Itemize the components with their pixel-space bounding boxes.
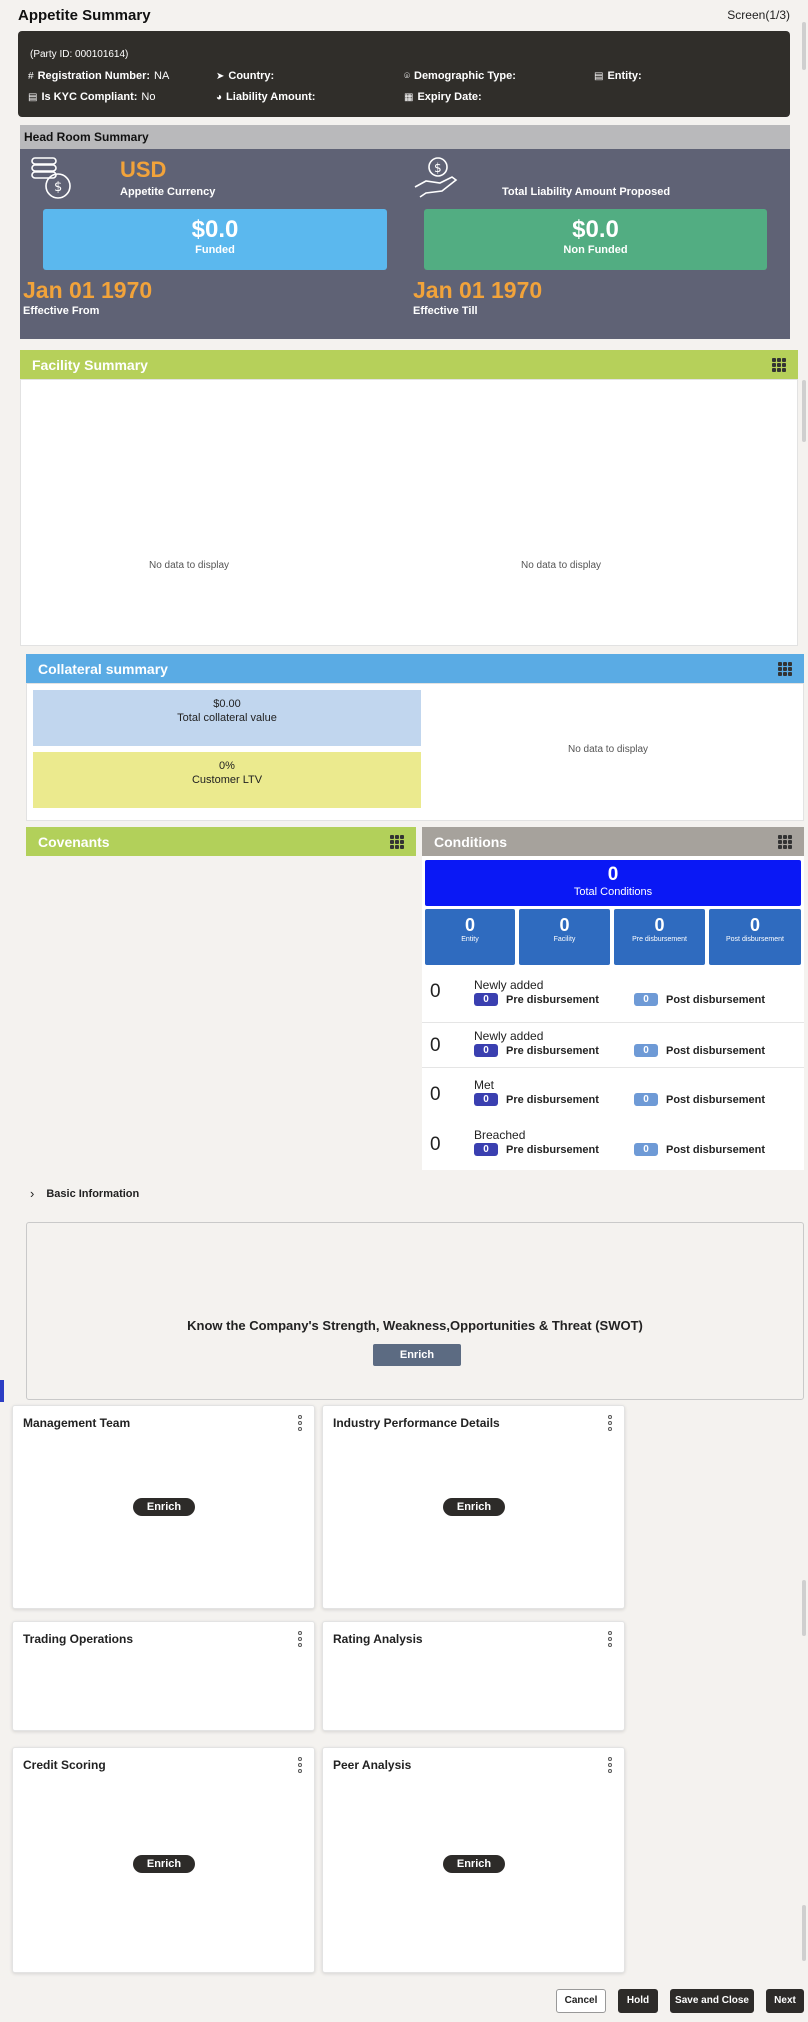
facility-summary-body (20, 379, 798, 646)
grid-menu-icon[interactable] (390, 835, 404, 849)
kebab-menu-icon[interactable] (608, 1631, 612, 1647)
funded-card (43, 209, 387, 270)
swot-enrich-button[interactable]: Enrich (373, 1344, 461, 1366)
total-collateral-value: $0.00 (213, 698, 241, 710)
peer-analysis-title: Peer Analysis (333, 1758, 412, 1772)
management-team-card (12, 1405, 315, 1609)
condition-row: 0 Newly added 0 Pre disbursement 0 Post disbursement (422, 1022, 804, 1068)
swot-text: Know the Company's Strength, Weakness,Opportunities & Threat (SWOT) (187, 1318, 643, 1333)
grid-menu-icon[interactable] (778, 662, 792, 676)
headroom-header: Head Room Summary (20, 125, 790, 149)
total-conditions-label: Total Conditions (573, 886, 653, 898)
entity-icon: ▤ (594, 70, 604, 82)
management-enrich-button[interactable]: Enrich (133, 1498, 195, 1516)
basic-information-toggle[interactable] (30, 1186, 139, 1201)
conditions-post-disbursement-card: 0 Post disbursement (709, 909, 801, 965)
funded-amount: $0.0 (191, 216, 239, 243)
nonfunded-label: Non Funded (563, 244, 628, 256)
facility-nodata-right: No data to display (521, 560, 602, 571)
total-conditions-card (425, 860, 801, 906)
grid-menu-icon[interactable] (772, 358, 786, 372)
hand-dollar-icon (412, 155, 462, 206)
total-collateral-card (33, 690, 421, 746)
covenants-title: Covenants (38, 833, 110, 850)
conditions-facility-card: 0 Facility (519, 909, 610, 965)
pre-count-pill: 0 (474, 1143, 498, 1156)
trading-operations-title: Trading Operations (23, 1632, 134, 1646)
edge-marker (0, 1380, 4, 1402)
effective-from-label: Effective From (23, 305, 100, 317)
kebab-menu-icon[interactable] (298, 1415, 302, 1431)
pre-count-pill: 0 (474, 1044, 498, 1057)
effective-till-label: Effective Till (413, 305, 478, 317)
scrollbar-thumb-2[interactable] (802, 380, 806, 442)
kebab-menu-icon[interactable] (608, 1757, 612, 1773)
appetite-currency-code: USD (120, 157, 167, 182)
navigation-icon: ➤ (216, 70, 225, 82)
scrollbar-thumb-4[interactable] (802, 1905, 806, 1961)
conditions-title: Conditions (434, 833, 508, 850)
liability-field: ◕ Liability Amount: (216, 91, 316, 103)
save-and-close-button[interactable]: Save and Close (670, 1989, 754, 2013)
coins-dollar-icon (28, 155, 76, 206)
hash-icon: # (28, 70, 34, 82)
coins-icon: ◕ (216, 91, 223, 103)
total-collateral-label: Total collateral value (177, 712, 277, 724)
headroom-body (20, 149, 790, 339)
post-count-pill: 0 (634, 993, 658, 1006)
country-field: ➤ Country: (216, 70, 275, 82)
facility-nodata-left: No data to display (149, 560, 230, 571)
total-liability-label: Total Liability Amount Proposed (502, 186, 671, 198)
kebab-menu-icon[interactable] (298, 1631, 302, 1647)
expiry-field: ▦ Expiry Date: (404, 91, 482, 103)
nonfunded-card (424, 209, 767, 270)
collateral-nodata: No data to display (568, 744, 649, 755)
conditions-pre-disbursement-card: 0 Pre disbursement (614, 909, 705, 965)
grid-menu-icon[interactable] (778, 835, 792, 849)
total-conditions-count: 0 (607, 864, 619, 885)
pre-count-pill: 0 (474, 1093, 498, 1106)
location-pin-icon: ⌾ (404, 70, 410, 82)
effective-till-date: Jan 01 1970 (413, 277, 543, 303)
scrollbar-thumb[interactable] (802, 22, 806, 70)
pre-count-pill: 0 (474, 993, 498, 1006)
collateral-summary-title: Collateral summary (38, 660, 168, 677)
conditions-entity-card: 0 Entity (425, 909, 515, 965)
page-title: Appetite Summary (18, 7, 151, 24)
appetite-currency-label: Appetite Currency (120, 186, 216, 198)
credit-enrich-button[interactable]: Enrich (133, 1855, 195, 1873)
post-count-pill: 0 (634, 1044, 658, 1057)
management-team-title: Management Team (23, 1416, 131, 1430)
peer-analysis-card (322, 1747, 625, 1973)
demographic-field: ⌾ Demographic Type: (404, 70, 516, 82)
party-info-panel (18, 31, 790, 117)
scrollbar-thumb-3[interactable] (802, 1580, 806, 1636)
condition-row: 0 Breached 0 Pre disbursement 0 Post disbursement (430, 1128, 766, 1156)
hold-button[interactable]: Hold (618, 1989, 658, 2013)
industry-performance-title: Industry Performance Details (333, 1416, 500, 1430)
credit-scoring-card (12, 1747, 315, 1973)
effective-from-date: Jan 01 1970 (23, 277, 153, 303)
kebab-menu-icon[interactable] (298, 1757, 302, 1773)
customer-ltv-card (33, 752, 421, 808)
next-button[interactable]: Next (766, 1989, 804, 2013)
rating-analysis-card (322, 1621, 625, 1731)
industry-performance-card (322, 1405, 625, 1609)
peer-enrich-button[interactable]: Enrich (443, 1855, 505, 1873)
swot-panel (26, 1222, 804, 1400)
post-count-pill: 0 (634, 1093, 658, 1106)
funded-label: Funded (195, 244, 235, 256)
kebab-menu-icon[interactable] (608, 1415, 612, 1431)
screen-indicator: Screen(1/3) (727, 8, 790, 22)
conditions-header (422, 827, 804, 856)
collateral-summary-header (26, 654, 804, 683)
collateral-summary-body (26, 683, 804, 821)
post-count-pill: 0 (634, 1143, 658, 1156)
conditions-body (422, 856, 804, 1170)
calendar-icon: ▦ (404, 91, 414, 103)
covenants-header (26, 827, 416, 856)
condition-row: 0 Met 0 Pre disbursement 0 Post disbursement (430, 1078, 766, 1106)
cancel-button[interactable]: Cancel (556, 1989, 606, 2013)
facility-summary-title: Facility Summary (32, 356, 148, 373)
rating-analysis-title: Rating Analysis (333, 1632, 423, 1646)
chevron-right-icon: › (30, 1186, 35, 1201)
id-card-icon: ▤ (28, 91, 38, 103)
trading-operations-card (12, 1621, 315, 1731)
credit-scoring-title: Credit Scoring (23, 1758, 106, 1772)
nonfunded-amount: $0.0 (572, 216, 619, 243)
svg-text:$: $ (434, 161, 442, 175)
svg-text:$: $ (54, 180, 63, 195)
entity-field: ▤ Entity: (594, 70, 642, 82)
customer-ltv-value: 0% (219, 760, 235, 772)
registration-field: # Registration Number: NA (28, 70, 170, 82)
kyc-field: ▤ Is KYC Compliant: No (28, 91, 156, 103)
condition-row: 0 Newly added 0 Pre disbursement 0 Post disbursement (430, 978, 766, 1006)
basic-information-label: Basic Information (46, 1187, 140, 1200)
customer-ltv-label: Customer LTV (191, 774, 263, 786)
party-id: (Party ID: 000101614) (30, 49, 129, 60)
facility-summary-header (20, 350, 798, 379)
industry-enrich-button[interactable]: Enrich (443, 1498, 505, 1516)
